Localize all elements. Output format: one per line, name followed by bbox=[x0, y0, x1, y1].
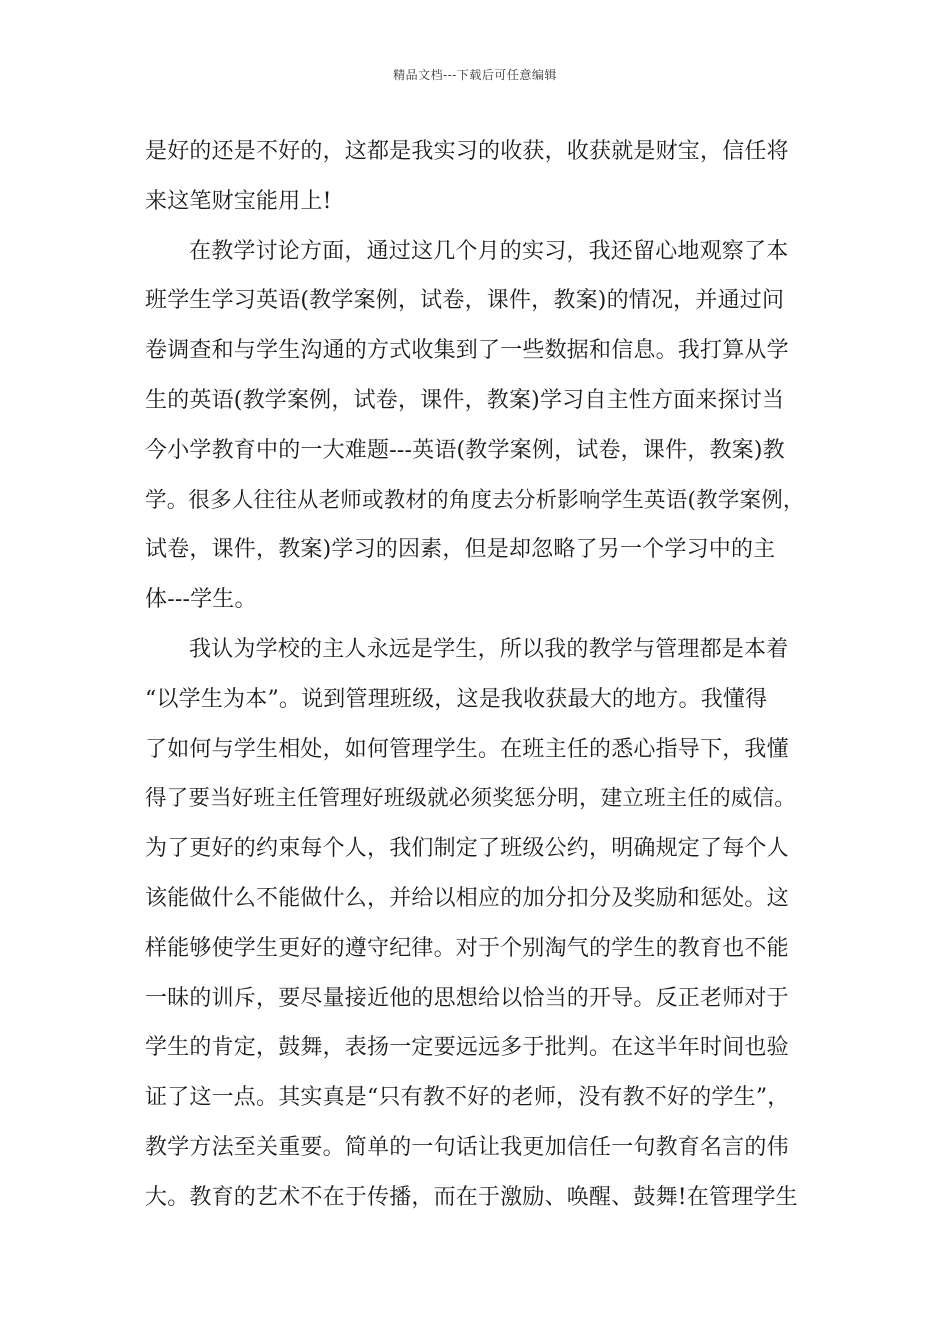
text-line: 样能够使学生更好的遵守纪律。对于个别淘气的学生的教育也不能 bbox=[145, 935, 789, 961]
text-line: 证了这一点。其实真是“只有教不好的老师，没有教不好的学生”， bbox=[145, 1085, 790, 1111]
text-line: 今小学教育中的一大难题---英语(教学案例，试卷，课件，教案)教 bbox=[145, 437, 785, 463]
text-line: 为了更好的约束每个人，我们制定了班级公约，明确规定了每个人 bbox=[145, 836, 789, 862]
text-line: 学生的肯定，鼓舞，表扬一定要远远多于批判。在这半年时间也验 bbox=[145, 1035, 789, 1061]
text-line: 了如何与学生相处，如何管理学生。在班主任的悉心指导下，我懂 bbox=[145, 736, 789, 762]
text-line: “以学生为本”。说到管理班级，这是我收获最大的地方。我懂得 bbox=[145, 686, 768, 712]
text-line: 班学生学习英语(教学案例，试卷，课件，教案)的情况，并通过问 bbox=[145, 288, 785, 314]
text-line: 大。教育的艺术不在于传播，而在于激励、唤醒、鼓舞!在管理学生 bbox=[145, 1184, 798, 1210]
text-line: 来这笔财宝能用上! bbox=[145, 188, 332, 214]
text-line: 卷调查和与学生沟通的方式收集到了一些数据和信息。我打算从学 bbox=[145, 338, 789, 364]
text-line: 一昧的训斥，要尽量接近他的思想给以恰当的开导。反正老师对于 bbox=[145, 985, 789, 1011]
page-header: 精品文档---下载后可任意编辑 bbox=[393, 68, 557, 82]
text-line: 体---学生。 bbox=[145, 587, 257, 613]
document-body bbox=[145, 127, 805, 1223]
text-line: 学。很多人往往从老师或教材的角度去分析影响学生英语(教学案例， bbox=[145, 487, 805, 513]
text-line: 试卷，课件，教案)学习的因素，但是却忽略了另一个学习中的主 bbox=[145, 537, 776, 563]
text-line: 在教学讨论方面，通过这几个月的实习，我还留心地观察了本 bbox=[189, 238, 789, 264]
text-line: 该能做什么不能做什么，并给以相应的加分扣分及奖励和惩处。这 bbox=[145, 885, 789, 911]
text-line: 教学方法至关重要。简单的一句话让我更加信任一句教育名言的伟 bbox=[145, 1134, 789, 1160]
text-line: 得了要当好班主任管理好班级就必须奖惩分明，建立班主任的威信。 bbox=[145, 786, 797, 812]
text-line: 我认为学校的主人永远是学生，所以我的教学与管理都是本着 bbox=[189, 636, 789, 662]
text-line: 是好的还是不好的，这都是我实习的收获，收获就是财宝，信任将 bbox=[145, 139, 789, 164]
text-line: 生的英语(教学案例，试卷，课件，教案)学习自主性方面来探讨当 bbox=[145, 387, 785, 413]
